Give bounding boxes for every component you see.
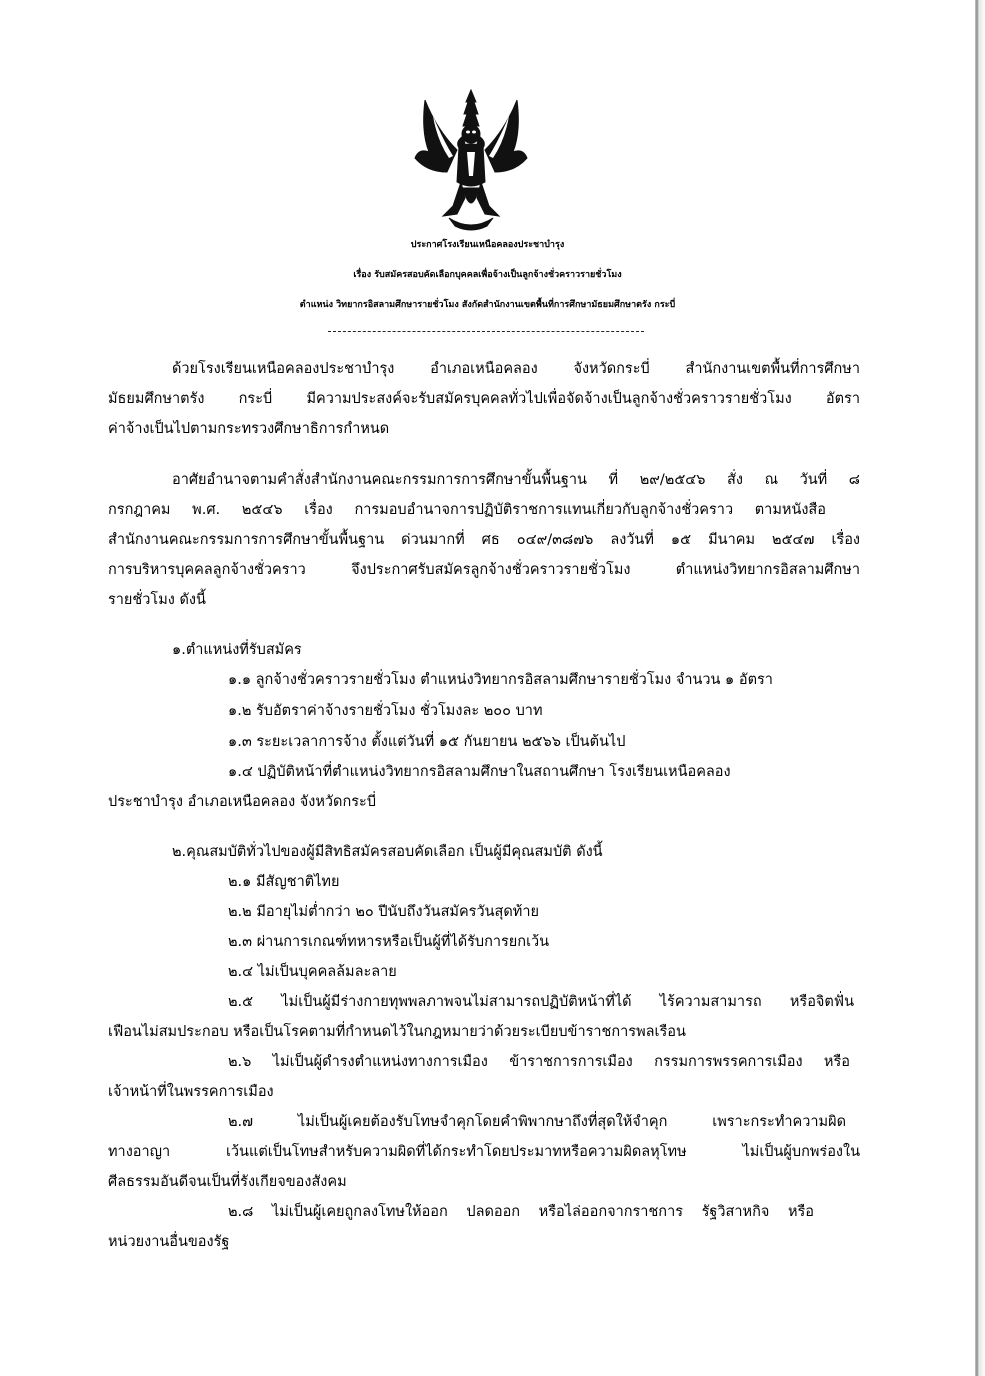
- header-separator: [328, 331, 644, 332]
- document-subject: เรื่อง รับสมัครสอบคัดเลือกบุคคลเพื่อจ้างเป็นลูกจ้างชั่วคราวรายชั่วโมง: [353, 270, 622, 280]
- section2-item-5-cont: เฟือนไม่สมประกอบ หรือเป็นโรคตามที่กำหนดไว้ในกฎหมายว่าด้วยระเบียบข้าราชการพลเรือน: [108, 1024, 686, 1040]
- document-position: ตำแหน่ง วิทยากรอิสลามศึกษารายชั่วโมง สังกัดสำนักงานเขตพื้นที่การศึกษามัธยมศึกษาตรัง กระบี่: [299, 300, 676, 310]
- section2-item-7-cont-2: ศีลธรรมอันดีจนเป็นที่รังเกียจของสังคม: [108, 1174, 347, 1190]
- section2-item-7: ๒.๗ ไม่เป็นผู้เคยต้องรับโทษจำคุกโดยคำพิพากษาถึงที่สุดให้จำคุก เพราะกระทำความผิด: [228, 1114, 846, 1130]
- section2-item-8-cont: หน่วยงานอื่นของรัฐ: [108, 1234, 230, 1250]
- section1-item-2: ๑.๒ รับอัตราค่าจ้างรายชั่วโมง ชั่วโมงละ ๒๐๐ บาท: [228, 703, 543, 719]
- para1-line-1: ด้วยโรงเรียนเหนือคลองประชาบำรุง อำเภอเหนือคลอง จังหวัดกระบี่ สำนักงานเขตพื้นที่การศึกษา: [172, 361, 860, 377]
- section1-item-4: ๑.๔ ปฏิบัติหน้าที่ตำแหน่งวิทยากรอิสลามศึกษาในสถานศึกษา โรงเรียนเหนือคลอง: [228, 764, 731, 780]
- garuda-emblem-icon: [413, 86, 529, 232]
- section2-item-6-cont: เจ้าหน้าที่ในพรรคการเมือง: [108, 1084, 274, 1100]
- section2-item-1: ๒.๑ มีสัญชาติไทย: [228, 874, 340, 890]
- para1-line-3: ค่าจ้างเป็นไปตามกระทรวงศึกษาธิการกำหนด: [108, 421, 390, 437]
- page-edge-shadow: [975, 0, 985, 1376]
- section2-item-8: ๒.๘ ไม่เป็นผู้เคยถูกลงโทษให้ออก ปลดออก หรือไล่ออกจากราชการ รัฐวิสาหกิจ หรือ: [228, 1204, 814, 1220]
- para2-line-1: อาศัยอำนาจตามคำสั่งสำนักงานคณะกรรมการการศึกษาขั้นพื้นฐาน ที่ ๒๙/๒๕๔๖ สั่ง ณ วันที่ ๘: [172, 472, 860, 488]
- section1-item-4-cont: ประชาบำรุง อำเภอเหนือคลอง จังหวัดกระบี่: [108, 794, 377, 810]
- section2-item-5: ๒.๕ ไม่เป็นผู้มีร่างกายทุพพลภาพจนไม่สามารถปฏิบัติหน้าที่ได้ ไร้ความสามารถ หรือจิตฟั่น: [228, 994, 854, 1010]
- document-title: ประกาศโรงเรียนเหนือคลองประชาบำรุง: [410, 240, 565, 250]
- para2-line-5: รายชั่วโมง ดังนี้: [108, 592, 206, 608]
- para1-line-2: มัธยมศึกษาตรัง กระบี่ มีความประสงค์จะรับสมัครบุคคลทั่วไปเพื่อจัดจ้างเป็นลูกจ้างชั่วคราวรายชั่วโมง อัตรา: [108, 391, 860, 407]
- section1-item-1: ๑.๑ ลูกจ้างชั่วคราวรายชั่วโมง ตำแหน่งวิทยากรอิสลามศึกษารายชั่วโมง จำนวน ๑ อัตรา: [228, 672, 773, 688]
- section2-item-7-cont-1: ทางอาญา เว้นแต่เป็นโทษสำหรับความผิดที่ได้กระทำโดยประมาทหรือความผิดลหุโทษ ไม่เป็นผู้บกพร่องใน: [108, 1144, 860, 1160]
- section2-item-6: ๒.๖ ไม่เป็นผู้ดำรงตำแหน่งทางการเมือง ข้าราชการการเมือง กรรมการพรรคการเมือง หรือ: [228, 1054, 850, 1070]
- section1-heading: ๑.ตำแหน่งที่รับสมัคร: [172, 642, 302, 658]
- para2-line-3: สำนักงานคณะกรรมการการศึกษาขั้นพื้นฐาน ด่วนมากที่ ศธ ๐๔๙/๓๘๗๖ ลงวันที่ ๑๕ มีนาคม ๒๕๔๗ เรื่อง: [108, 532, 860, 548]
- section2-item-3: ๒.๓ ผ่านการเกณฑ์ทหารหรือเป็นผู้ที่ได้รับการยกเว้น: [228, 934, 550, 950]
- section2-heading: ๒.คุณสมบัติทั่วไปของผู้มีสิทธิสมัครสอบคัดเลือก เป็นผู้มีคุณสมบัติ ดังนี้: [172, 844, 603, 860]
- section2-item-4: ๒.๔ ไม่เป็นบุคคลล้มละลาย: [228, 964, 397, 980]
- para2-line-2: กรกฎาคม พ.ศ. ๒๕๔๖ เรื่อง การมอบอำนาจการปฏิบัติราชการแทนเกี่ยวกับลูกจ้างชั่วคราว ตามหนังสือ: [108, 502, 826, 518]
- section1-item-3: ๑.๓ ระยะเวลาการจ้าง ตั้งแต่วันที่ ๑๕ กันยายน ๒๕๖๖ เป็นต้นไป: [228, 734, 626, 750]
- section2-item-2: ๒.๒ มีอายุไม่ต่ำกว่า ๒๐ ปีนับถึงวันสมัครวันสุดท้าย: [228, 904, 539, 920]
- para2-line-4: การบริหารบุคคลลูกจ้างชั่วคราว จึงประกาศรับสมัครลูกจ้างชั่วคราวรายชั่วโมง ตำแหน่งวิทยากรอิสลามศึกษา: [108, 562, 860, 578]
